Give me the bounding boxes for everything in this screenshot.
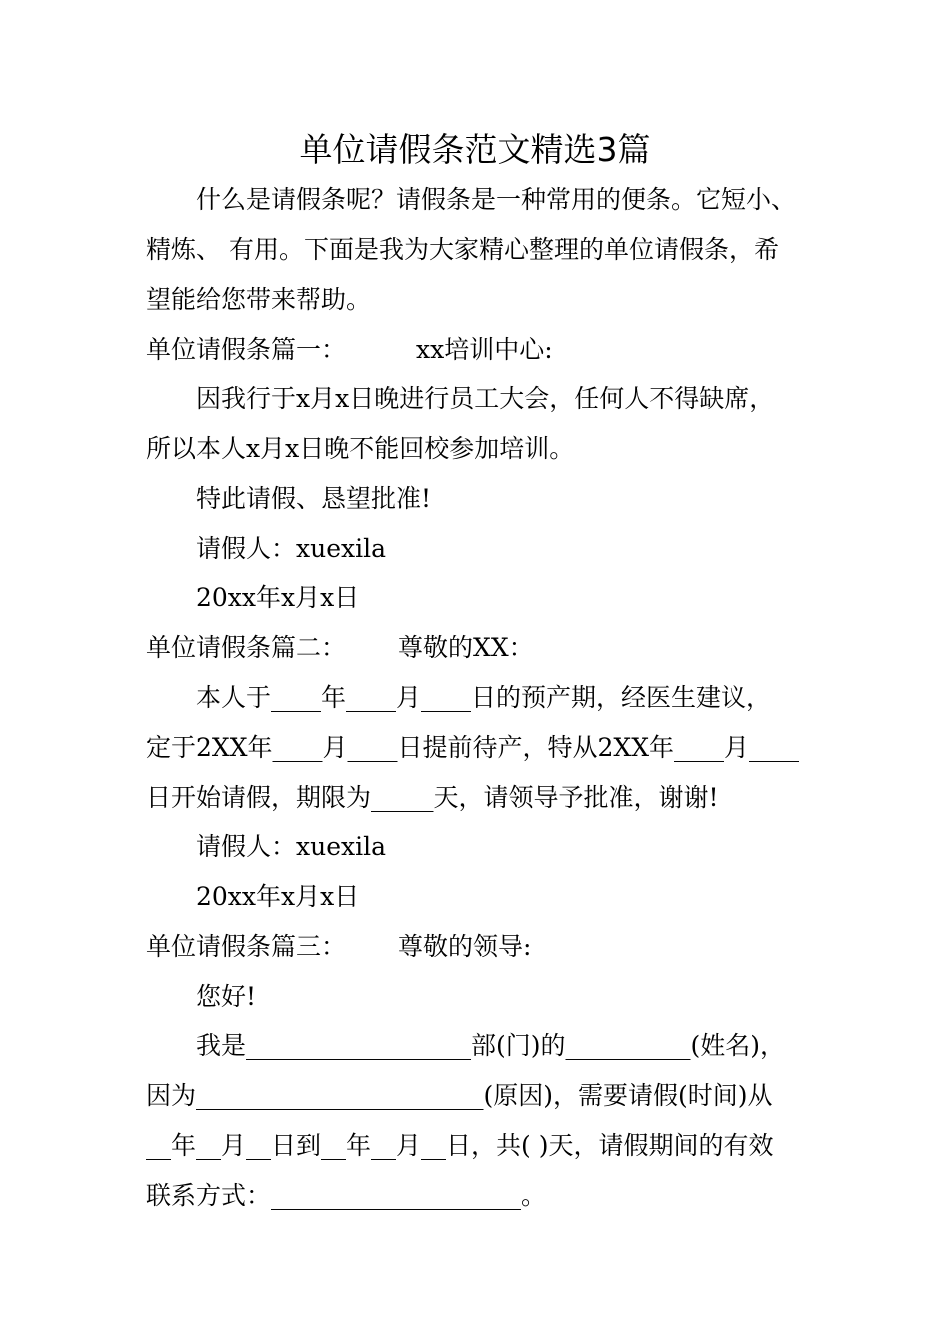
section-3-body-line-1: 我是__________________部(门)的__________(姓名)， [196, 1031, 786, 1060]
section-2-heading-line [146, 630, 534, 666]
section-1-date: 20xx年x月x日 [196, 583, 360, 612]
section-2-body-line-1: 本人于____年____月____日的预产期，经医生建议， [196, 683, 772, 712]
section-1-addressee: xx培训中心: [416, 335, 553, 364]
section-1-body-line-2: 所以本人x月x日晚不能回校参加培训。 [146, 434, 575, 463]
section-3-addressee: 尊敬的领导: [398, 932, 532, 961]
section-1-heading: 单位请假条篇一： [146, 335, 347, 364]
section-1-signer: 请假人：xuexila [196, 534, 386, 563]
document-title: 单位请假条范文精选3篇 [299, 130, 651, 169]
section-2-body-line-3: 日开始请假，期限为_____天，请领导予批准，谢谢! [146, 783, 719, 812]
section-2-body-line-2: 定于2XX年____月____日提前待产，特从2XX年____月____ [146, 733, 800, 762]
section-3-body-line-2: 因为_______________________(原因)，需要请假(时间)从 [146, 1081, 773, 1110]
section-1-body-line-1: 因我行于x月x日晚进行员工大会，任何人不得缺席， [196, 384, 775, 413]
intro-line-3: 望能给您带来帮助。 [146, 285, 372, 314]
section-3-body-line-4: 联系方式：____________________。 [146, 1181, 547, 1210]
intro-line-1: 什么是请假条呢？请假条是一种常用的便条。它短小、 [196, 185, 797, 214]
section-1-heading-line [146, 332, 553, 368]
section-2-signer: 请假人：xuexila [196, 832, 386, 861]
intro-line-2: 精炼、 有用。下面是我为大家精心整理的单位请假条，希 [146, 235, 779, 264]
section-1-closing: 特此请假、恳望批准! [196, 484, 432, 513]
section-3-body-line-3: __年__月__日到__年__月__日，共( )天，请假期间的有效 [146, 1131, 774, 1160]
section-2-heading: 单位请假条篇二： [146, 633, 347, 662]
section-2-addressee: 尊敬的XX： [398, 633, 534, 662]
section-3-heading: 单位请假条篇三： [146, 932, 347, 961]
section-3-greeting: 您好! [196, 982, 257, 1011]
section-3-heading-line [146, 929, 531, 965]
section-2-date: 20xx年x月x日 [196, 882, 360, 911]
